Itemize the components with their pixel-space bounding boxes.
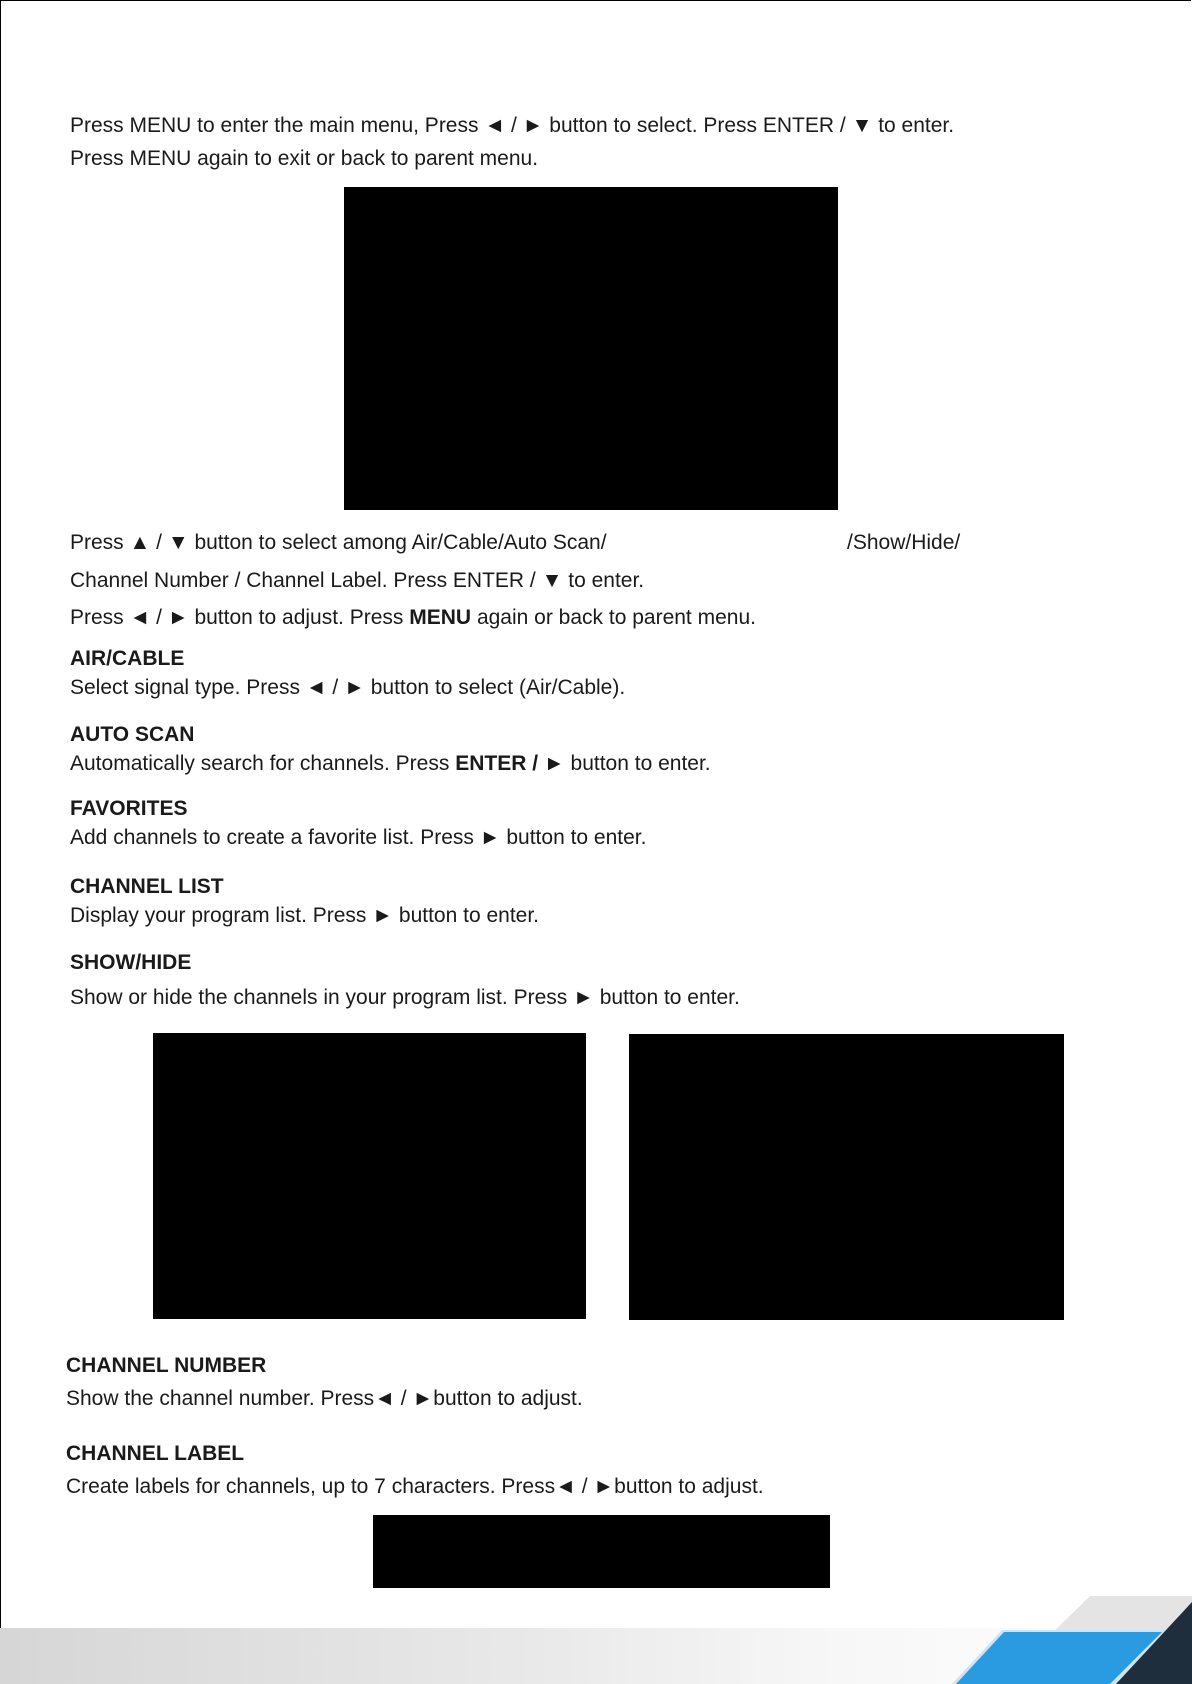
left-right-arrows: ◄ / ► — [555, 1475, 615, 1498]
right-arrow-icon: ► — [543, 752, 565, 775]
auto-scan-text: Automatically search for channels. Press ENTER / ► button to enter. — [70, 752, 711, 775]
show-hide-heading: SHOW/HIDE — [70, 951, 192, 974]
channel-menu-line-1-end: /Show/Hide/ — [847, 531, 961, 554]
channel-number-heading: CHANNEL NUMBER — [66, 1354, 267, 1377]
auto-scan-heading: AUTO SCAN — [70, 723, 195, 746]
channel-list-screenshot — [629, 1034, 1064, 1320]
left-right-arrows: ◄ / ► — [374, 1387, 434, 1410]
channel-label-screenshot — [373, 1515, 830, 1588]
right-arrow-icon: ► — [479, 826, 501, 849]
left-right-arrows: ◄ / ► — [484, 114, 544, 137]
up-down-arrows: ▲ / ▼ — [129, 531, 189, 554]
channel-label-text: Create labels for channels, up to 7 characters. Press◄ / ►button to adjust. — [66, 1475, 764, 1498]
channel-menu-line-1: Press ▲ / ▼ button to select among Air/Cable/Auto Scan/ — [70, 531, 607, 554]
channel-menu-line-2: Channel Number / Channel Label. Press ENTER / ▼ to enter. — [70, 569, 645, 592]
favorites-screenshot — [153, 1033, 586, 1319]
favorites-text: Add channels to create a favorite list. Press ► button to enter. — [70, 826, 647, 849]
right-arrow-icon: ► — [372, 904, 394, 927]
down-arrow-icon: ▼ — [541, 569, 563, 592]
channel-list-text: Display your program list. Press ► button to enter. — [70, 904, 540, 927]
intro-line-1: Press MENU to enter the main menu, Press ◄ / ► button to select. Press ENTER / ▼ to enter. — [70, 114, 955, 137]
channel-label-heading: CHANNEL LABEL — [66, 1442, 245, 1465]
show-hide-text: Show or hide the channels in your program list. Press ► button to enter. — [70, 986, 740, 1009]
intro-line-2: Press MENU again to exit or back to parent menu. — [70, 147, 539, 170]
air-cable-heading: AIR/CABLE — [70, 647, 185, 670]
footer-corner-graphic — [940, 1596, 1192, 1684]
right-arrow-icon: ► — [573, 986, 594, 1009]
air-cable-text: Select signal type. Press ◄ / ► button to select (Air/Cable). — [70, 676, 626, 699]
down-arrow-icon: ▼ — [851, 114, 873, 137]
channel-number-text: Show the channel number. Press◄ / ►button to adjust. — [66, 1387, 583, 1410]
main-menu-screenshot — [344, 187, 838, 510]
favorites-heading: FAVORITES — [70, 797, 188, 820]
channel-list-heading: CHANNEL LIST — [70, 875, 224, 898]
channel-menu-line-3: Press ◄ / ► button to adjust. Press MENU again or back to parent menu. — [70, 606, 756, 629]
left-right-arrows: ◄ / ► — [129, 606, 189, 629]
left-right-arrows: ◄ / ► — [305, 676, 365, 699]
